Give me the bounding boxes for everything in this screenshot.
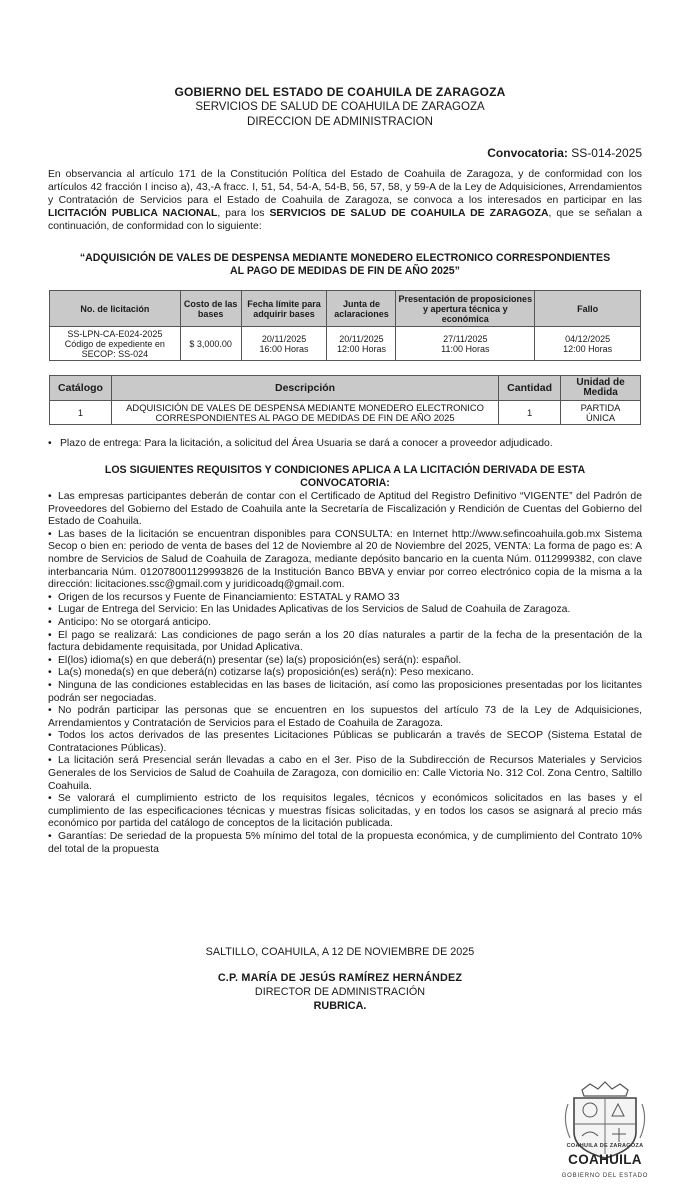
list-item: [48, 491, 642, 529]
header-health-services: SERVICIOS DE SALUD DE COAHUILA DE ZARAGOZA: [195, 101, 485, 113]
list-item: [48, 604, 642, 617]
cell-descripcion: [111, 401, 498, 425]
bullet-dot: •: [48, 604, 52, 616]
logo-subtitle: GOBIERNO DEL ESTADO: [561, 1173, 649, 1179]
requirements-list: [48, 491, 642, 856]
cell-numero-l1: SS-LPN-CA-E024-2025: [67, 328, 163, 339]
cell-descripcion-l1: ADQUISICIÓN DE VALES DE DESPENSA MEDIANTE MONEDERO ELECTRONICO: [126, 401, 484, 413]
project-title-line1: “ADQUISICIÓN DE VALES DE DESPENSA MEDIANTE MONEDERO ELECTRONICO CORRESPONDIENTES: [79, 252, 611, 264]
rubrica: RUBRICA.: [313, 1000, 367, 1012]
list-item-text: Las bases de la licitación se encuentran disponibles para CONSULTA: en Internet http://www.sefincoahuila.gob.mx Sistema Secop o bien en: periodo de venta de bases del 12 de Noviembre al 20 de Noviembre del 2025, VENTA: La forma de pago es: A nombre de Servicios de Salud de Coahuila de Zaragoza, mediante depósito bancario en la cuenta Núm. 0112999382, con clave interbancaria Núm. 012078001129993826 de la Institución Banco BBVA y enviar por correo electrónico copia de la misma a la dirección: licitaciones.ssc@gmail.com y juridicoadq@gmail.com.: [48, 528, 642, 591]
cell-descripcion-l2: CORRESPONDIENTES AL PAGO DE MEDIDAS DE FIN DE AÑO 2025: [155, 411, 455, 423]
cell-fecha-date: 20/11/2025: [261, 333, 307, 344]
col-descripcion: Descripción: [111, 376, 498, 401]
signer-name: C.P. MARÍA DE JESÚS RAMÍREZ HERNÁNDEZ: [217, 972, 463, 984]
list-item: [48, 655, 642, 668]
catalog-table: [49, 375, 641, 425]
table-row: [50, 401, 641, 425]
col-fecha-limite: Fecha límite para adquirir bases: [241, 291, 327, 327]
list-item: [48, 680, 642, 705]
bullet-dot: •: [48, 793, 52, 805]
bullet-dot: •: [48, 491, 52, 502]
col-costo: Costo de las bases: [180, 291, 241, 327]
list-item: [48, 755, 642, 793]
place-date: SALTILLO, COAHUILA, A 12 DE NOVIEMBRE DE 2025: [205, 946, 475, 958]
project-title-line2: AL PAGO DE MEDIDAS DE FIN DE AÑO 2025”: [230, 265, 460, 277]
list-item: [48, 831, 642, 856]
cell-unidad-l1: PARTIDA: [580, 401, 621, 413]
cell-numero: [50, 327, 181, 361]
intro-text-2: , para los: [217, 208, 270, 219]
col-presentacion: Presentación de proposiciones y apertura técnica y económica: [396, 291, 535, 327]
requirements-title: [48, 464, 642, 489]
bullet-dot: •: [48, 528, 52, 540]
cell-unidad-l2: ÚNICA: [585, 411, 616, 423]
bullet-dot: •: [48, 591, 52, 603]
convocatoria-value: SS-014-2025: [571, 146, 642, 160]
cell-fallo: [535, 327, 641, 361]
intro-paragraph: [48, 168, 642, 233]
table-row: [50, 327, 641, 361]
cell-junta-date: 20/11/2025: [339, 333, 384, 344]
bullet-dot: •: [48, 667, 52, 679]
cell-presentacion-date: 27/11/2025: [443, 333, 488, 344]
list-item-text: El(los) idioma(s) en que deberá(n) presentar (se) la(s) proposición(es) será(n): español.: [58, 654, 462, 666]
col-cantidad: Cantidad: [499, 376, 561, 401]
signer-title: DIRECTOR DE ADMINISTRACIÓN: [254, 986, 426, 998]
intro-bold-servicios: SERVICIOS DE SALUD DE COAHUILA DE ZARAGOZA: [269, 208, 549, 219]
list-item-text: Lugar de Entrega del Servicio: En las Unidades Aplicativas de los Servicios de Salud de Coahuila de Zaragoza.: [58, 604, 571, 616]
cell-presentacion-hour: 11:00 Horas: [441, 343, 490, 354]
cell-junta-hour: 12:00 Horas: [336, 343, 386, 354]
cell-fecha-limite: [241, 327, 327, 361]
bullet-dot: •: [48, 755, 52, 767]
cell-costo: $ 3,000.00: [180, 327, 241, 361]
list-item: [48, 730, 642, 755]
intro-text-1: En observancia al artículo 171 de la Constitución Política del Estado de Coahuila de Zaragoza, y de conformidad con los artículos 42 fracción I inciso a), 43,-A fracc. I, 51, 54, 54-A, 54-B, 56, 57, 58, y 59-A de la Ley de Adquisiciones, Arrendamientos y Contratación de Servicios para el Estado de Coahuila de Zaragoza, se convoca a los interesados en participar en las: [48, 169, 642, 206]
col-unidad: [561, 376, 641, 401]
bullet-dot: •: [48, 438, 52, 449]
cell-fecha-hour: 16:00 Horas: [259, 343, 309, 354]
header-directorate: DIRECCION DE ADMINISTRACION: [247, 116, 433, 128]
list-item-text: Las empresas participantes deberán de contar con el Certificado de Aptitud del Registro Definitivo “VIGENTE” del Padrón de Proveedores del Gobierno del Estado de Coahuila ante la Secretaría de Fiscalización y Rendición de Cuentas del Gobierno del Estado de Coahuila.: [48, 491, 642, 528]
bullet-dot: •: [48, 654, 52, 666]
col-fallo: Fallo: [535, 291, 641, 327]
list-item-text: La(s) moneda(s) en que deberá(n) cotizarse la(s) proposición(es) será(n): Peso mexicano.: [58, 667, 474, 679]
list-item-text: La licitación será Presencial serán llevadas a cabo en el 3er. Piso de la Subdirección de Recursos Materiales y Servicios Generales de los Servicios de Salud de Coahuila de Zaragoza, con domicilio en: Calle Victoria No. 312 Col. Zona Centro, Saltillo Coahuila.: [48, 755, 642, 792]
list-item-text: Garantías: De seriedad de la propuesta 5% mínimo del total de la propuesta económica, y de cumplimiento del Contrato 10% del total de la propuesta: [48, 831, 642, 855]
col-unidad-l2: Medida: [583, 387, 618, 398]
schedule-table-header: [50, 291, 641, 327]
col-junta: Junta de aclaraciones: [327, 291, 396, 327]
cell-junta: [327, 327, 396, 361]
delivery-term: [48, 438, 642, 451]
col-numero: No. de licitación: [50, 291, 181, 327]
header-government: GOBIERNO DEL ESTADO DE COAHUILA DE ZARAGOZA: [174, 85, 506, 99]
list-item-text: Ninguna de las condiciones establecidas en las bases de licitación, así como las proposiciones presentadas por los licitantes podrán ser negociadas.: [48, 679, 642, 704]
list-item-text: El pago se realizará: Las condiciones de pago serán a los 20 días naturales a partir de la fecha de la presentación de la factura debidamente requisitada, por Unidad Aplicativa.: [48, 629, 642, 654]
bullet-dot: •: [48, 730, 52, 742]
cell-numero-l3: SECOP: SS-024: [81, 348, 149, 359]
logo-wordmark: COAHUILA: [568, 1152, 642, 1167]
col-unidad-l1: Unidad de: [576, 377, 625, 388]
cell-cantidad: 1: [499, 401, 561, 425]
requirements-title-line2: CONVOCATORIA:: [300, 476, 390, 489]
list-item: [48, 529, 642, 592]
cell-fallo-hour: 12:00 Horas: [563, 343, 613, 354]
list-item: [48, 705, 642, 730]
bullet-dot: •: [48, 616, 52, 628]
cell-numero-l2: Código de expediente en: [64, 338, 165, 349]
list-item: [48, 793, 642, 831]
catalog-table-header: [50, 376, 641, 401]
intro-text-3: , que se señalan a continuación, de conformidad con lo siguiente:: [48, 208, 642, 232]
cell-presentacion: [396, 327, 535, 361]
bullet-dot: •: [48, 705, 52, 717]
schedule-table: [49, 290, 641, 361]
project-title: [48, 252, 642, 278]
cell-fallo-date: 04/12/2025: [565, 333, 611, 344]
list-item-text: Anticipo: No se otorgará anticipo.: [58, 616, 212, 628]
requirements-title-line1: LOS SIGUIENTES REQUISITOS Y CONDICIONES APLICA A LA LICITACIÓN DERIVADA DE ESTA: [104, 464, 586, 476]
list-item-text: Se valorará el cumplimiento estricto de los requisitos legales, técnicos y económicos solicitados en las bases y el cumplimiento de las especificaciones técnicas y muestras físicas solicitadas, y en todos los casos se asignará al precio más económico por partida del catálogo de conceptos de la licitación publicada.: [48, 793, 642, 830]
col-catalogo: Catálogo: [50, 376, 112, 401]
bullet-dot: •: [48, 831, 52, 843]
list-item: [48, 667, 642, 680]
cell-catalogo: 1: [50, 401, 112, 425]
list-item: [48, 592, 642, 605]
list-item-text: Todos los actos derivados de las presentes Licitaciones Públicas se publicarán a través de SECOP (Sistema Estatal de Contrataciones Públicas).: [48, 730, 642, 754]
list-item-text: Origen de los recursos y Fuente de Financiamiento: ESTATAL y RAMO 33: [58, 591, 400, 603]
list-item: [48, 630, 642, 655]
logo-shield-text: COAHUILA DE ZARAGOZA: [566, 1143, 644, 1149]
list-item-text: No podrán participar las personas que se encuentren en los supuestos del artículo 73 de la Ley de Adquisiciones, Arrendamientos y Contratación de Servicios para el Estado de Coahuila de Zaragoza.: [48, 705, 642, 729]
cell-unidad: [561, 401, 641, 425]
bullet-dot: •: [48, 679, 52, 691]
convocatoria-number: [487, 147, 642, 160]
delivery-term-text: Plazo de entrega: Para la licitación, a solicitud del Área Usuaria se dará a conocer a proveedor adjudicado.: [60, 438, 553, 449]
bullet-dot: •: [48, 629, 52, 641]
list-item: [48, 617, 642, 630]
intro-bold-licitacion: LICITACIÓN PUBLICA NACIONAL: [48, 208, 218, 219]
convocatoria-label: Convocatoria:: [487, 146, 568, 160]
